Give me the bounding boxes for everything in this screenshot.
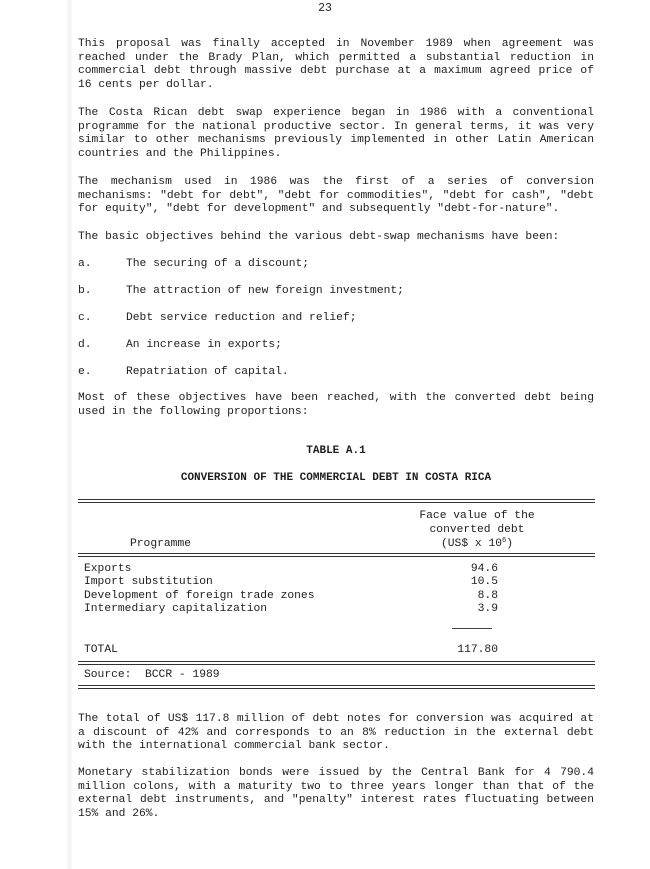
- list-text: An increase in exports;: [126, 339, 282, 351]
- table-title: CONVERSION OF THE COMMERCIAL DEBT IN COSTA RICA: [180, 472, 492, 484]
- total-label: TOTAL: [84, 644, 118, 656]
- row-programme: Exports: [84, 563, 132, 575]
- page-number: 23: [318, 2, 332, 15]
- table-bottom-rule: [78, 685, 595, 689]
- list-marker: e.: [78, 366, 92, 378]
- row-value: 8.8: [477, 590, 498, 602]
- list-marker: a.: [78, 258, 92, 270]
- list-marker: d.: [78, 339, 92, 351]
- source-label: Source:: [84, 669, 132, 681]
- list-text: The securing of a discount;: [126, 258, 310, 270]
- scan-shadow: [66, 0, 72, 869]
- list-marker: c.: [78, 312, 92, 324]
- total-value: 117.80: [457, 644, 498, 656]
- row-value: 3.9: [477, 603, 498, 615]
- unit-exponent: 6: [502, 537, 507, 545]
- list-marker: b.: [78, 285, 92, 297]
- column-header-value-line2: converted debt: [429, 524, 525, 536]
- source-value: BCCR - 1989: [145, 669, 220, 681]
- unit-prefix: (US$ x 10: [441, 538, 503, 550]
- column-header-value-line1: Face value of the: [419, 510, 535, 522]
- unit-suffix: ): [506, 538, 513, 550]
- list-text: Debt service reduction and relief;: [126, 312, 357, 324]
- row-value: 94.6: [470, 563, 498, 575]
- paragraph-proportions-intro: Most of these objectives have been reached, with the converted debt being used in the following proportions:: [78, 392, 594, 418]
- table-top-rule: [78, 499, 595, 503]
- paragraph-brady-plan: This proposal was finally accepted in November 1989 when agreement was reached under the Brady Plan, which permitted a substantial reduction in commercial debt through massive debt purchase at a maximum agreed price of 16 cents per dollar.: [78, 38, 594, 91]
- row-programme: Import substitution: [84, 576, 213, 588]
- list-text: Repatriation of capital.: [126, 366, 289, 378]
- list-text: The attraction of new foreign investment;: [126, 285, 404, 297]
- paragraph-stabilization-bonds: Monetary stabilization bonds were issued by the Central Bank for 4 790.4 million colons, with a maturity two to three years longer than that of the external debt instruments, and "penalty" interest rates fluctuating between 15% and 26%.: [78, 767, 594, 820]
- column-header-programme: Programme: [130, 538, 192, 550]
- paragraph-conversion-mechanisms: The mechanism used in 1986 was the first of a series of conversion mechanisms: "debt for debt", "debt for commodities", "debt for cash", "debt for equity", "debt for development" and subsequently "debt-for-nature".: [78, 176, 594, 216]
- subtotal-rule: [452, 628, 492, 629]
- column-header-value-line3: [412, 538, 542, 552]
- table-label: TABLE A.1: [306, 445, 366, 457]
- paragraph-total-debt-notes: The total of US$ 117.8 million of debt notes for conversion was acquired at a discount of 42% and corresponds to an 8% reduction in the external debt with the international commercial bank sector.: [78, 713, 594, 753]
- table-total-rule: [78, 661, 595, 665]
- table-header-rule: [78, 553, 595, 557]
- row-programme: Development of foreign trade zones: [84, 590, 315, 602]
- row-programme: Intermediary capitalization: [84, 603, 268, 615]
- paragraph-costa-rican-experience: The Costa Rican debt swap experience began in 1986 with a conventional programme for the national productive sector. In general terms, it was very similar to other mechanisms previously implemented in other Latin American countries and the Philippines.: [78, 107, 594, 160]
- row-value: 10.5: [470, 576, 498, 588]
- paragraph-objectives-intro: The basic objectives behind the various debt-swap mechanisms have been:: [78, 231, 560, 243]
